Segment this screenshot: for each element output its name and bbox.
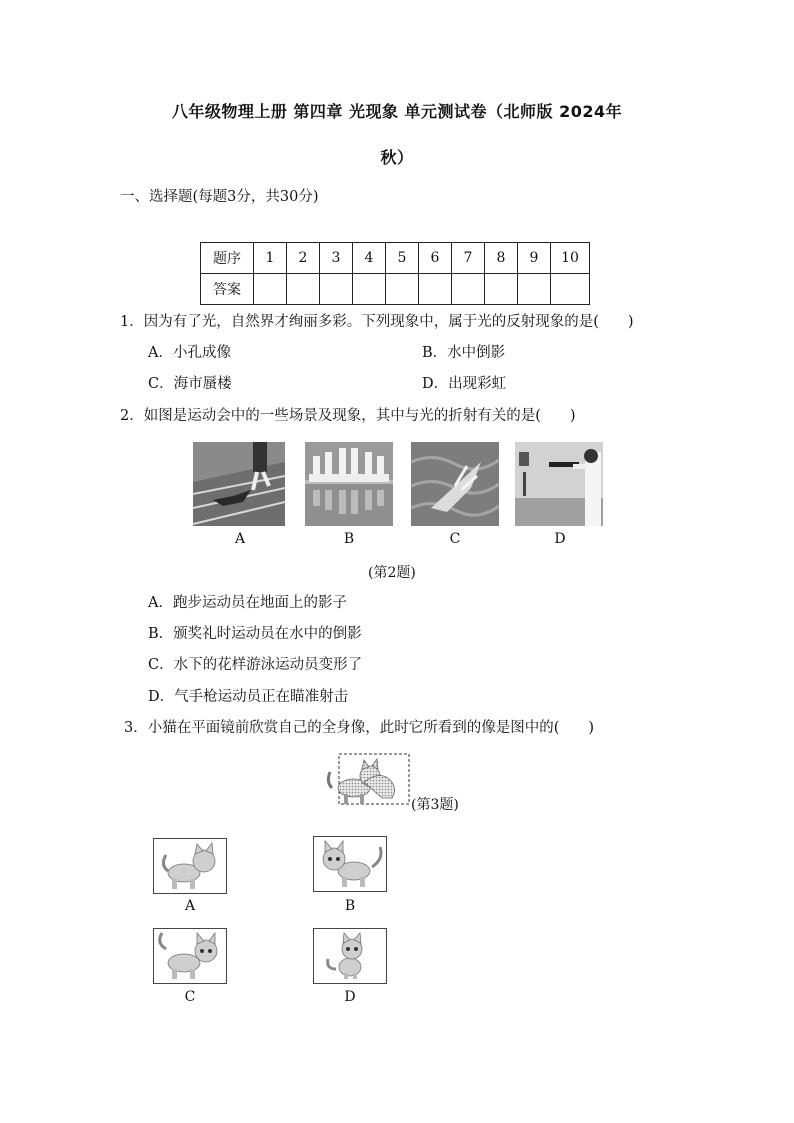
question-1-option-a: A．小孔成像 [148,345,231,361]
table-cell: 5 [386,243,419,274]
table-header-cell: 答案 [201,274,254,305]
cat-mirror-figure [324,752,414,808]
table-cell: 4 [353,243,386,274]
photo-label-c: C [449,531,461,547]
table-row [201,243,590,274]
answer-cell-5[interactable] [386,274,419,305]
table-header-cell: 题序 [201,243,254,274]
photo-label-d: D [554,531,566,547]
question-3-caption: (第3题) [411,797,459,813]
question-1-option-c: C．海市蜃楼 [148,376,232,392]
page-title-continued: 秋） [380,148,414,167]
question-1-stem: 1．因为有了光，自然界才绚丽多彩。下列现象中，属于光的反射现象的是( ) [120,314,634,330]
answer-cell-2[interactable] [287,274,320,305]
question-3-stem: 3．小猫在平面镜前欣赏自己的全身像，此时它所看到的像是图中的( ) [124,720,595,736]
table-cell: 6 [419,243,452,274]
photo-underwater-swimmer [411,442,499,526]
page-title: 八年级物理上册 第四章 光现象 单元测试卷（北师版 2024年 [171,102,623,121]
question-2-stem: 2．如图是运动会中的一些场景及现象，其中与光的折射有关的是( ) [120,408,576,424]
question-1-option-d: D．出现彩虹 [422,376,507,392]
table-cell: 3 [320,243,353,274]
table-cell: 10 [551,243,590,274]
cat-label-a: A [184,898,196,914]
cat-option-image-a [153,838,227,894]
question-2-caption: (第2题) [368,565,416,581]
table-cell: 9 [518,243,551,274]
photo-runner-shadow [193,442,285,526]
answer-cell-6[interactable] [419,274,452,305]
question-1-option-b: B．水中倒影 [422,345,506,361]
cat-option-image-b [313,836,387,892]
answer-cell-7[interactable] [452,274,485,305]
cat-option-image-d [313,928,387,984]
table-cell: 1 [254,243,287,274]
question-2-option-c: C．水下的花样游泳运动员变形了 [148,657,363,673]
question-2-option-b: B．颁奖礼时运动员在水中的倒影 [148,626,362,642]
answer-cell-3[interactable] [320,274,353,305]
answer-cell-10[interactable] [551,274,590,305]
section-heading: 一、选择题(每题3分，共30分) [120,189,319,205]
answer-cell-1[interactable] [254,274,287,305]
cat-label-d: D [344,989,356,1005]
question-2-option-d: D．气手枪运动员正在瞄准射击 [148,689,349,705]
photo-label-b: B [343,531,355,547]
table-cell: 7 [452,243,485,274]
table-cell: 2 [287,243,320,274]
cat-option-image-c [153,928,227,984]
answer-cell-8[interactable] [485,274,518,305]
question-2-option-a: A．跑步运动员在地面上的影子 [148,595,347,611]
photo-pistol-shooter [515,442,603,526]
photo-podium-reflection [305,442,393,526]
photo-label-a: A [234,531,246,547]
cat-label-c: C [184,989,196,1005]
cat-label-b: B [344,898,356,914]
answer-table [200,242,590,305]
answer-cell-4[interactable] [353,274,386,305]
table-cell: 8 [485,243,518,274]
table-row [201,274,590,305]
answer-cell-9[interactable] [518,274,551,305]
